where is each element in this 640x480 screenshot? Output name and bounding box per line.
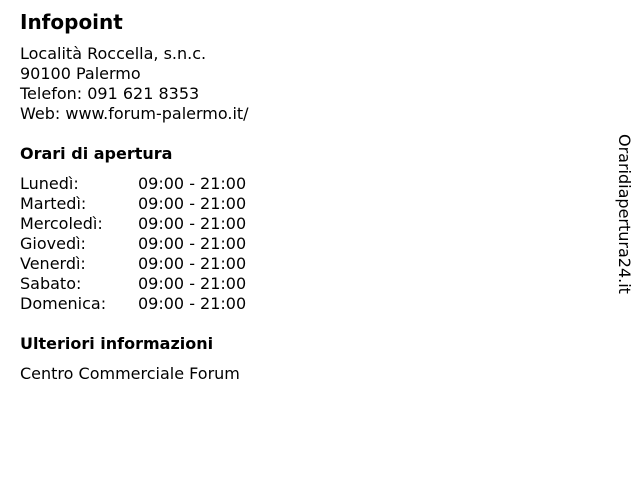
brand-watermark	[612, 134, 636, 310]
page-title: Infopoint	[20, 10, 123, 34]
opening-hours-table	[20, 174, 280, 314]
additional-info-text: Centro Commerciale Forum	[20, 364, 240, 383]
day-label: Venerdì:	[20, 254, 86, 273]
additional-info-heading: Ulteriori informazioni	[20, 334, 214, 353]
day-label: Domenica:	[20, 294, 107, 313]
day-label: Martedì:	[20, 194, 87, 213]
time-range: 09:00 - 21:00	[138, 234, 247, 253]
website-row	[20, 104, 249, 124]
day-label: Giovedì:	[20, 234, 86, 253]
website-link[interactable]: www.forum-palermo.it/	[65, 104, 249, 123]
address-street: Località Roccella, s.n.c.	[20, 44, 207, 63]
time-range: 09:00 - 21:00	[138, 194, 247, 213]
hours-row-thursday	[20, 234, 280, 254]
brand-watermark-text: Oraridiapertura24.it	[615, 134, 634, 294]
time-range: 09:00 - 21:00	[138, 214, 247, 233]
website-label: Web:	[20, 104, 66, 123]
day-label: Mercoledì:	[20, 214, 103, 233]
address-city: 90100 Palermo	[20, 64, 141, 83]
time-range: 09:00 - 21:00	[138, 294, 247, 313]
hours-row-tuesday	[20, 194, 280, 214]
phone-number: Telefon: 091 621 8353	[20, 84, 200, 103]
opening-hours-heading: Orari di apertura	[20, 144, 173, 163]
day-label: Lunedì:	[20, 174, 79, 193]
hours-row-friday	[20, 254, 280, 274]
time-range: 09:00 - 21:00	[138, 274, 247, 293]
hours-row-saturday	[20, 274, 280, 294]
hours-row-sunday	[20, 294, 280, 314]
hours-row-monday	[20, 174, 280, 194]
hours-row-wednesday	[20, 214, 280, 234]
time-range: 09:00 - 21:00	[138, 254, 247, 273]
address-block	[20, 44, 249, 124]
time-range: 09:00 - 21:00	[138, 174, 247, 193]
day-label: Sabato:	[20, 274, 82, 293]
